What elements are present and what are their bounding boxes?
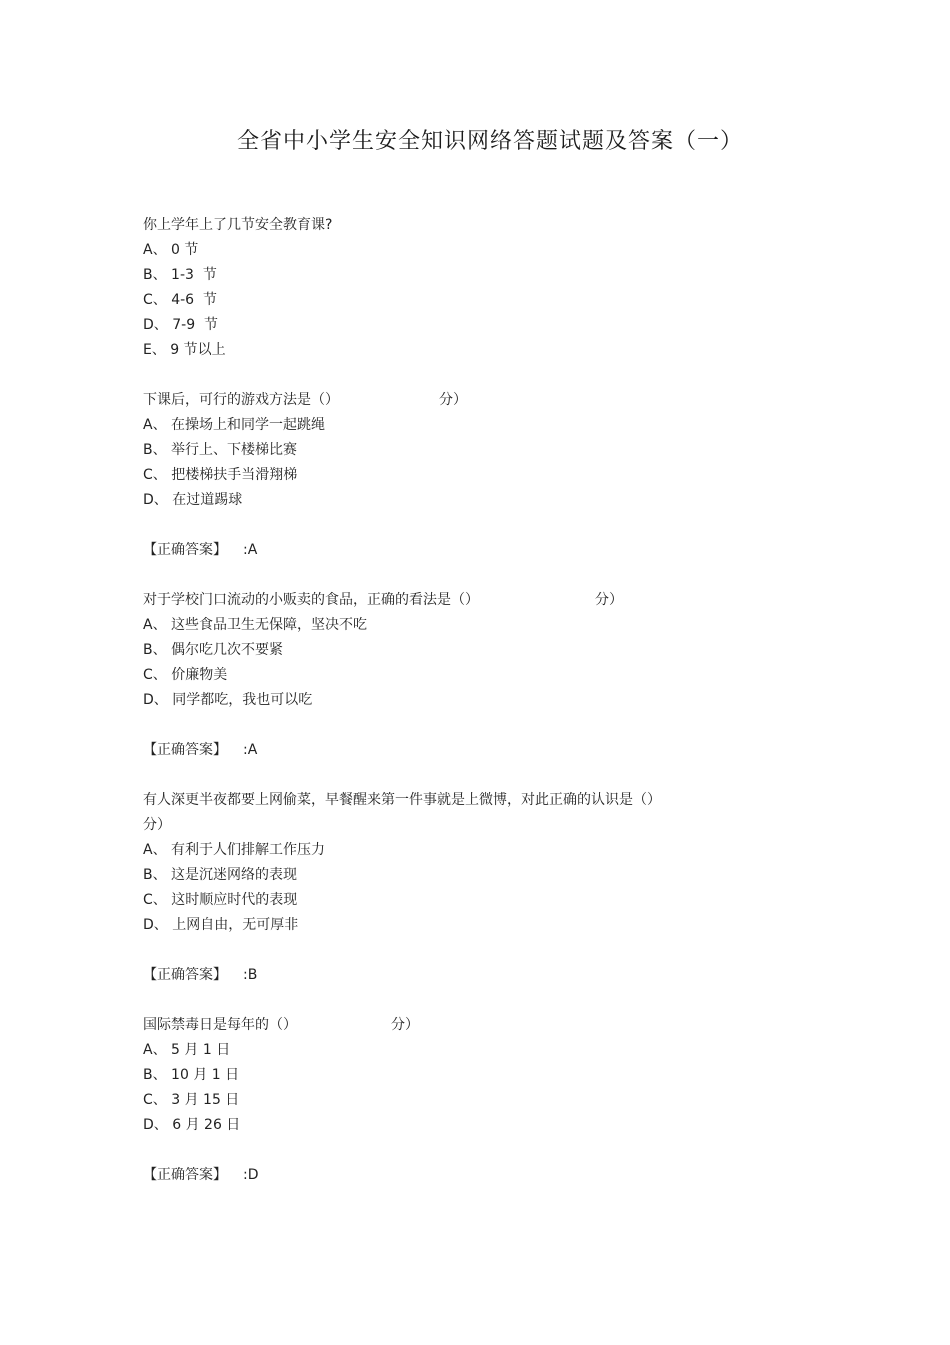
spacer bbox=[143, 988, 843, 1013]
option-d: D、 在过道踢球 bbox=[143, 492, 243, 508]
question-score: 分） bbox=[595, 592, 623, 608]
option-c: C、 4-6 节 bbox=[143, 292, 217, 308]
option-e: E、 9 节以上 bbox=[143, 342, 226, 358]
option-b: B、 偶尔吃几次不要紧 bbox=[143, 642, 284, 658]
correct-answer-label: 【正确答案】 bbox=[143, 542, 227, 558]
question-stem: 对于学校门口流动的小贩卖的食品，正确的看法是（） bbox=[143, 592, 479, 608]
option-a: A、 在操场上和同学一起跳绳 bbox=[143, 417, 326, 433]
correct-answer-value: :B bbox=[243, 967, 258, 983]
option-c: C、 价廉物美 bbox=[143, 667, 228, 683]
correct-answer-value: :D bbox=[243, 1167, 259, 1183]
option-b: B、 1-3 节 bbox=[143, 267, 217, 283]
option-d: D、 7-9 节 bbox=[143, 317, 218, 333]
option-d: D、 上网自由，无可厚非 bbox=[143, 917, 299, 933]
correct-answer-label: 【正确答案】 bbox=[143, 742, 227, 758]
question-stem: 有人深更半夜都要上网偷菜，早餐醒来第一件事就是上微博，对此正确的认识是（） bbox=[143, 792, 661, 808]
option-c: C、 3 月 15 日 bbox=[143, 1092, 240, 1108]
question-stem: 下课后，可行的游戏方法是（） bbox=[143, 392, 339, 408]
correct-answer bbox=[143, 963, 843, 988]
spacer bbox=[143, 1138, 843, 1163]
question-list bbox=[143, 213, 843, 1188]
option-c: C、 这时顺应时代的表现 bbox=[143, 892, 298, 908]
correct-answer-label: 【正确答案】 bbox=[143, 967, 227, 983]
question-stem-line bbox=[143, 388, 843, 413]
spacer bbox=[143, 563, 843, 588]
spacer bbox=[143, 513, 843, 538]
spacer bbox=[143, 938, 843, 963]
correct-answer bbox=[143, 1163, 843, 1188]
option-b: B、 10 月 1 日 bbox=[143, 1067, 240, 1083]
option-a: A、 这些食品卫生无保障，坚决不吃 bbox=[143, 617, 368, 633]
option-b: B、 这是沉迷网络的表现 bbox=[143, 867, 298, 883]
correct-answer-label: 【正确答案】 bbox=[143, 1167, 227, 1183]
option-b: B、 举行上、下楼梯比赛 bbox=[143, 442, 298, 458]
option-c: C、 把楼梯扶手当滑翔梯 bbox=[143, 467, 298, 483]
correct-answer bbox=[143, 738, 843, 763]
question-score: 分） bbox=[439, 392, 467, 408]
correct-answer-value: :A bbox=[243, 542, 258, 558]
correct-answer-value: :A bbox=[243, 742, 258, 758]
question-score: 分） bbox=[391, 1017, 419, 1033]
question-stem: 国际禁毒日是每年的（） bbox=[143, 1017, 297, 1033]
question-score: 分） bbox=[143, 817, 171, 833]
option-a: A、 0 节 bbox=[143, 242, 199, 258]
question-4 bbox=[143, 788, 843, 938]
correct-answer bbox=[143, 538, 843, 563]
question-stem-line bbox=[143, 1013, 843, 1038]
page-title: 全省中小学生安全知识网络答题试题及答案（一） bbox=[236, 129, 743, 154]
question-1 bbox=[143, 213, 843, 363]
question-5 bbox=[143, 1013, 843, 1138]
option-d: D、 6 月 26 日 bbox=[143, 1117, 241, 1133]
option-a: A、 5 月 1 日 bbox=[143, 1042, 231, 1058]
option-a: A、 有利于人们排解工作压力 bbox=[143, 842, 326, 858]
question-2 bbox=[143, 388, 843, 513]
spacer bbox=[143, 763, 843, 788]
spacer bbox=[143, 363, 843, 388]
question-stem: 你上学年上了几节安全教育课? bbox=[143, 217, 333, 233]
question-stem-line bbox=[143, 588, 843, 613]
spacer bbox=[143, 713, 843, 738]
option-d: D、 同学都吃，我也可以吃 bbox=[143, 692, 313, 708]
question-3 bbox=[143, 588, 843, 713]
